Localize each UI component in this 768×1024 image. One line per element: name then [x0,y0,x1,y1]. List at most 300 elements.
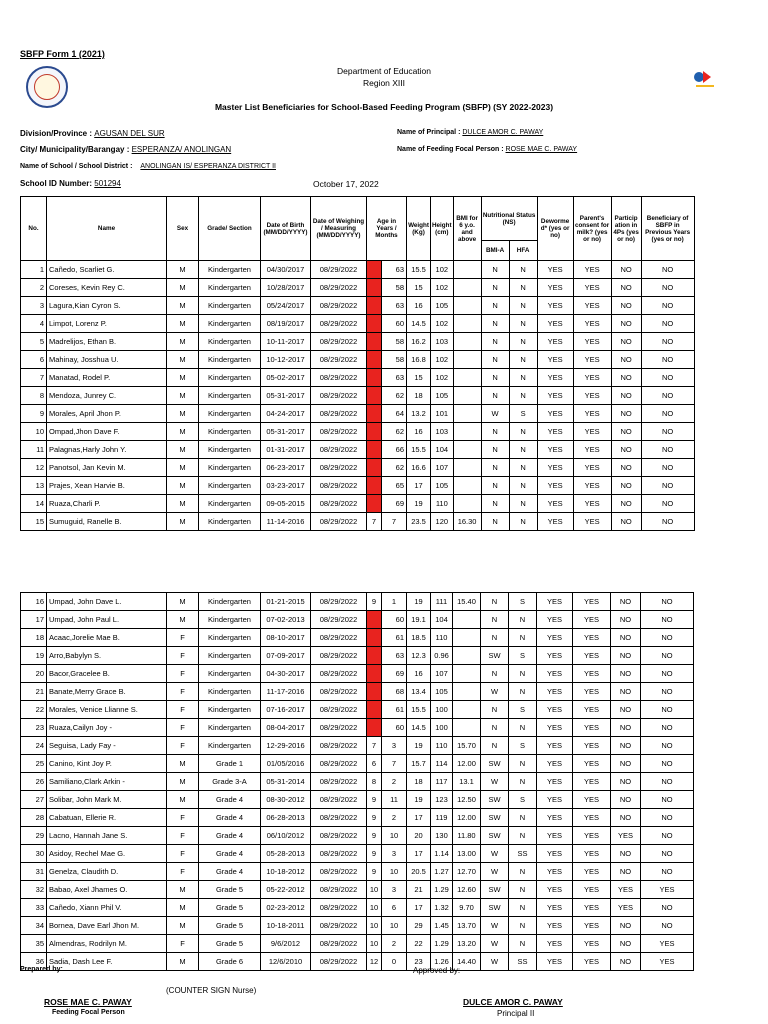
previous-cell: NO [641,261,694,279]
student-name: Sadia, Dash Lee F. [47,953,167,971]
age-flag-cell [367,351,382,369]
approved-by-label: Approved by: [413,966,461,975]
fourps-cell: NO [611,315,641,333]
row-number: 11 [21,441,47,459]
bmi-cell: 14.40 [453,953,481,971]
table-row [21,333,695,351]
fourps-cell: NO [611,513,641,531]
sex-cell: F [167,863,199,881]
fourps-cell: NO [611,755,641,773]
bmia-cell: N [481,593,509,611]
age-flag-cell [367,647,382,665]
dewormed-cell: YES [537,333,573,351]
row-number: 16 [21,593,47,611]
dewormed-cell: YES [537,279,573,297]
age-years-cell: 6 [367,755,382,773]
bmia-cell: N [481,513,509,531]
dob-cell: 04-24-2017 [261,405,311,423]
age-months-cell: 60 [382,719,407,737]
dewormed-cell: YES [537,297,573,315]
dob-cell: 04-30-2017 [261,665,311,683]
hfa-cell: S [509,791,537,809]
dob-cell: 10-11-2017 [261,333,311,351]
previous-cell: NO [641,791,694,809]
sex-cell: M [167,953,199,971]
hfa-cell: N [509,297,537,315]
row-number: 25 [21,755,47,773]
sex-cell: M [167,593,199,611]
table-row [21,459,695,477]
previous-cell: NO [641,917,694,935]
grade-cell: Grade 3-A [199,773,261,791]
age-months-cell: 63 [382,647,407,665]
hfa-cell: SS [509,845,537,863]
sex-cell: M [167,881,199,899]
table-row [21,513,695,531]
hfa-cell: N [509,629,537,647]
dewormed-cell: YES [537,477,573,495]
grade-cell: Kindergarten [199,441,261,459]
age-months-cell: 3 [382,845,407,863]
weight-cell: 23 [407,953,431,971]
weight-cell: 15 [407,369,431,387]
grade-cell: Grade 5 [199,899,261,917]
hfa-cell: N [509,513,537,531]
sex-cell: M [167,423,199,441]
age-flag-cell [367,387,382,405]
consent-cell: YES [573,387,611,405]
previous-cell: NO [641,423,694,441]
hfa-cell: N [509,495,537,513]
report-date: October 17, 2022 [313,179,379,189]
grade-cell: Grade 1 [199,755,261,773]
dewormed-cell: YES [537,719,573,737]
bmia-cell: SW [481,827,509,845]
table-row [21,261,695,279]
document-title: Master List Beneficiaries for School-Based Feeding Program (SBFP) (SY 2022-2023) [214,102,554,112]
fourps-cell: NO [611,809,641,827]
bmi-cell: 13.20 [453,935,481,953]
weighing-date-cell: 08/29/2022 [311,755,367,773]
student-name: Panotsol, Jan Kevin M. [47,459,167,477]
fourps-cell: NO [611,683,641,701]
weighing-date-cell: 08/29/2022 [311,387,367,405]
fourps-cell: NO [611,405,641,423]
grade-cell: Kindergarten [199,459,261,477]
weight-cell: 19 [407,791,431,809]
row-number: 35 [21,935,47,953]
col-bmi: BMI for 6 y.o. and above [453,197,481,261]
age-flag-cell [367,477,382,495]
bmia-cell: N [481,369,509,387]
dob-cell: 09-05-2015 [261,495,311,513]
row-number: 1 [21,261,47,279]
row-number: 6 [21,351,47,369]
row-number: 31 [21,863,47,881]
grade-cell: Grade 5 [199,881,261,899]
student-name: Canino, Kint Joy P. [47,755,167,773]
hfa-cell: N [509,279,537,297]
weight-cell: 20.5 [407,863,431,881]
age-years-cell: 10 [367,935,382,953]
age-flag-cell [367,405,382,423]
student-name: Solibar, John Mark M. [47,791,167,809]
consent-cell: YES [573,513,611,531]
height-cell: 110 [431,629,453,647]
age-months-cell: 6 [382,899,407,917]
dewormed-cell: YES [537,495,573,513]
weighing-date-cell: 08/29/2022 [311,459,367,477]
grade-cell: Kindergarten [199,261,261,279]
fourps-cell: NO [611,629,641,647]
weight-cell: 19.1 [407,611,431,629]
student-name: Sumuguid, Ranelle B. [47,513,167,531]
weighing-date-cell: 08/29/2022 [311,315,367,333]
table-row [21,953,694,971]
col-consent: Parent's consent for milk? (yes or no) [573,197,611,261]
hfa-cell: S [509,593,537,611]
consent-cell: YES [573,719,611,737]
dob-cell: 05-02-2017 [261,369,311,387]
fourps-cell: NO [611,773,641,791]
row-number: 12 [21,459,47,477]
age-flag-cell [367,315,382,333]
dewormed-cell: YES [537,351,573,369]
student-name: Cañedo, Xiann Phil V. [47,899,167,917]
student-name: Ruaza,Cailyn Joy - [47,719,167,737]
student-name: Palagnas,Harly John Y. [47,441,167,459]
hfa-cell: N [509,863,537,881]
weighing-date-cell: 08/29/2022 [311,917,367,935]
fourps-cell: NO [611,387,641,405]
dob-cell: 07-02-2013 [261,611,311,629]
age-months-cell: 1 [382,593,407,611]
height-cell: 105 [431,477,454,495]
grade-cell: Kindergarten [199,701,261,719]
age-months-cell: 61 [382,629,407,647]
bmia-cell: SW [481,647,509,665]
row-number: 9 [21,405,47,423]
bmia-cell: W [481,845,509,863]
grade-cell: Kindergarten [199,629,261,647]
row-number: 20 [21,665,47,683]
height-cell: 105 [431,387,454,405]
table-row [21,647,694,665]
previous-cell: NO [641,369,694,387]
age-months-cell: 62 [382,423,407,441]
weight-cell: 14.5 [407,719,431,737]
previous-cell: NO [641,773,694,791]
sex-cell: F [167,665,199,683]
consent-cell: YES [573,261,611,279]
hfa-cell: N [509,387,537,405]
bmia-cell: SW [481,755,509,773]
weight-cell: 13.4 [407,683,431,701]
age-flag-cell [367,701,382,719]
bmia-cell: N [481,719,509,737]
age-months-cell: 58 [382,279,407,297]
age-flag-cell [367,279,382,297]
student-name: Almendras, Rodrilyn M. [47,935,167,953]
weight-cell: 22 [407,935,431,953]
dewormed-cell: YES [537,773,573,791]
previous-cell: NO [641,629,694,647]
height-cell: 1.26 [431,953,453,971]
bmi-cell [453,665,481,683]
weight-cell: 20 [407,827,431,845]
hfa-cell: S [509,647,537,665]
bmi-cell [453,387,481,405]
hfa-cell: N [509,441,537,459]
sex-cell: M [167,899,199,917]
bmia-cell: W [481,683,509,701]
dewormed-cell: YES [537,899,573,917]
previous-cell: NO [641,593,694,611]
table-row [21,387,695,405]
consent-cell: YES [573,405,611,423]
bmi-cell [453,261,481,279]
weight-cell: 16.6 [407,459,431,477]
table-row [21,737,694,755]
col-name: Name [47,197,167,261]
height-cell: 1.45 [431,917,453,935]
sex-cell: M [167,755,199,773]
consent-cell: YES [573,863,611,881]
fourps-cell: NO [611,791,641,809]
height-cell: 105 [431,683,453,701]
consent-cell: YES [573,351,611,369]
height-cell: 1.29 [431,935,453,953]
sex-cell: M [167,495,199,513]
hfa-cell: N [509,809,537,827]
sex-cell: M [167,791,199,809]
weighing-date-cell: 08/29/2022 [311,629,367,647]
grade-cell: Kindergarten [199,387,261,405]
bmi-cell [453,279,481,297]
bmi-cell [453,683,481,701]
student-name: Morales, April Jhon P. [47,405,167,423]
sex-cell: F [167,683,199,701]
student-name: Prajes, Xean Harvie B. [47,477,167,495]
weighing-date-cell: 08/29/2022 [311,719,367,737]
sex-cell: M [167,513,199,531]
sex-cell: F [167,701,199,719]
hfa-cell: N [509,683,537,701]
age-months-cell: 66 [382,441,407,459]
row-number: 27 [21,791,47,809]
row-number: 5 [21,333,47,351]
student-name: Umpad, John Dave L. [47,593,167,611]
age-years-cell: 9 [367,845,382,863]
dob-cell: 08-10-2017 [261,629,311,647]
weighing-date-cell: 08/29/2022 [311,647,367,665]
age-flag-cell [367,629,382,647]
height-cell: 107 [431,665,453,683]
weight-cell: 17 [407,477,431,495]
age-months-cell: 7 [382,513,407,531]
age-flag-cell [367,683,382,701]
form-label: SBFP Form 1 (2021) [20,49,105,59]
previous-cell: NO [641,719,694,737]
previous-cell: NO [641,647,694,665]
previous-cell: YES [641,935,694,953]
bmia-cell: SW [481,809,509,827]
student-name: Asidoy, Rechel Mae G. [47,845,167,863]
fourps-cell: NO [611,665,641,683]
height-cell: 102 [431,351,454,369]
row-number: 32 [21,881,47,899]
grade-cell: Kindergarten [199,737,261,755]
table-row [21,881,694,899]
dewormed-cell: YES [537,405,573,423]
bmi-cell [453,477,481,495]
consent-cell: YES [573,845,611,863]
fourps-cell: NO [611,351,641,369]
col-hfa: HFA [509,241,537,261]
weighing-date-cell: 08/29/2022 [311,791,367,809]
table-row [21,791,694,809]
bmia-cell: N [481,737,509,755]
table-row [21,665,694,683]
dob-cell: 01/05/2016 [261,755,311,773]
student-name: Lacno, Hannah Jane S. [47,827,167,845]
grade-cell: Kindergarten [199,647,261,665]
bmia-cell: SW [481,881,509,899]
consent-cell: YES [573,441,611,459]
dob-cell: 08-30-2012 [261,791,311,809]
student-name: Genelza, Claudith D. [47,863,167,881]
col-grade: Grade/ Section [199,197,261,261]
student-name: Seguisa, Lady Fay - [47,737,167,755]
dob-cell: 06-28-2013 [261,809,311,827]
bmia-cell: SW [481,791,509,809]
weighing-date-cell: 08/29/2022 [311,351,367,369]
bmi-cell: 13.00 [453,845,481,863]
sex-cell: M [167,315,199,333]
dob-cell: 12-29-2016 [261,737,311,755]
consent-cell: YES [573,629,611,647]
consent-cell: YES [573,495,611,513]
row-number: 3 [21,297,47,315]
age-months-cell: 10 [382,863,407,881]
table-row [21,899,694,917]
weight-cell: 12.3 [407,647,431,665]
weighing-date-cell: 08/29/2022 [311,369,367,387]
age-months-cell: 60 [382,315,407,333]
weight-cell: 19 [407,737,431,755]
weight-cell: 16 [407,423,431,441]
height-cell: 103 [431,333,454,351]
previous-cell: NO [641,899,694,917]
fourps-cell: NO [611,953,641,971]
dewormed-cell: YES [537,863,573,881]
age-months-cell: 0 [382,953,407,971]
age-months-cell: 7 [382,755,407,773]
bmi-cell: 12.00 [453,755,481,773]
student-name: Ruaza,Charli P. [47,495,167,513]
bmia-cell: N [481,261,509,279]
fourps-cell: NO [611,719,641,737]
bmi-cell [453,423,481,441]
principal-value: DULCE AMOR C. PAWAY [462,129,544,136]
consent-cell: YES [573,737,611,755]
student-name: Lagura,Kian Cyron S. [47,297,167,315]
previous-cell: NO [641,333,694,351]
weighing-date-cell: 08/29/2022 [311,701,367,719]
weight-cell: 15.5 [407,261,431,279]
student-name: Morales, Venice Llianne S. [47,701,167,719]
height-cell: 1.32 [431,899,453,917]
height-cell: 0.96 [431,647,453,665]
row-number: 14 [21,495,47,513]
age-months-cell: 3 [382,881,407,899]
weight-cell: 15.7 [407,755,431,773]
row-number: 33 [21,899,47,917]
bmi-cell: 15.40 [453,593,481,611]
dewormed-cell: YES [537,701,573,719]
bmi-cell: 13.70 [453,917,481,935]
bmia-cell: N [481,315,509,333]
weighing-date-cell: 08/29/2022 [311,683,367,701]
dewormed-cell: YES [537,387,573,405]
hfa-cell: N [509,333,537,351]
region-name: Region XIII [362,78,406,88]
row-number: 29 [21,827,47,845]
sex-cell: M [167,279,199,297]
sex-cell: F [167,719,199,737]
dob-cell: 9/6/2012 [261,935,311,953]
row-number: 2 [21,279,47,297]
hfa-cell: N [509,881,537,899]
previous-cell: NO [641,495,694,513]
consent-cell: YES [573,477,611,495]
focal-value: ROSE MAE C. PAWAY [505,146,578,153]
city-value: ESPERANZA/ ANOLINGAN [131,145,232,154]
height-cell: 100 [431,701,453,719]
bmia-cell: W [481,935,509,953]
bmia-cell: W [481,953,509,971]
previous-cell: NO [641,297,694,315]
sex-cell: M [167,369,199,387]
age-months-cell: 63 [382,261,407,279]
school-id-label: School ID Number: [20,179,93,188]
bmi-cell [453,441,481,459]
sex-cell: M [167,333,199,351]
height-cell: 102 [431,261,454,279]
fourps-cell: YES [611,881,641,899]
dewormed-cell: YES [537,261,573,279]
consent-cell: YES [573,297,611,315]
weight-cell: 16 [407,297,431,315]
grade-cell: Kindergarten [199,477,261,495]
col-no: No. [21,197,47,261]
department-name: Department of Education [336,66,432,76]
previous-cell: NO [641,279,694,297]
dewormed-cell: YES [537,737,573,755]
hfa-cell: N [509,423,537,441]
hfa-cell: N [509,755,537,773]
bmi-cell [453,719,481,737]
consent-cell: YES [573,935,611,953]
student-name: Samiliano,Clark Arkin - [47,773,167,791]
consent-cell: YES [573,683,611,701]
col-sex: Sex [167,197,199,261]
hfa-cell: N [509,459,537,477]
fourps-cell: NO [611,495,641,513]
row-number: 23 [21,719,47,737]
consent-cell: YES [573,593,611,611]
consent-cell: YES [573,755,611,773]
